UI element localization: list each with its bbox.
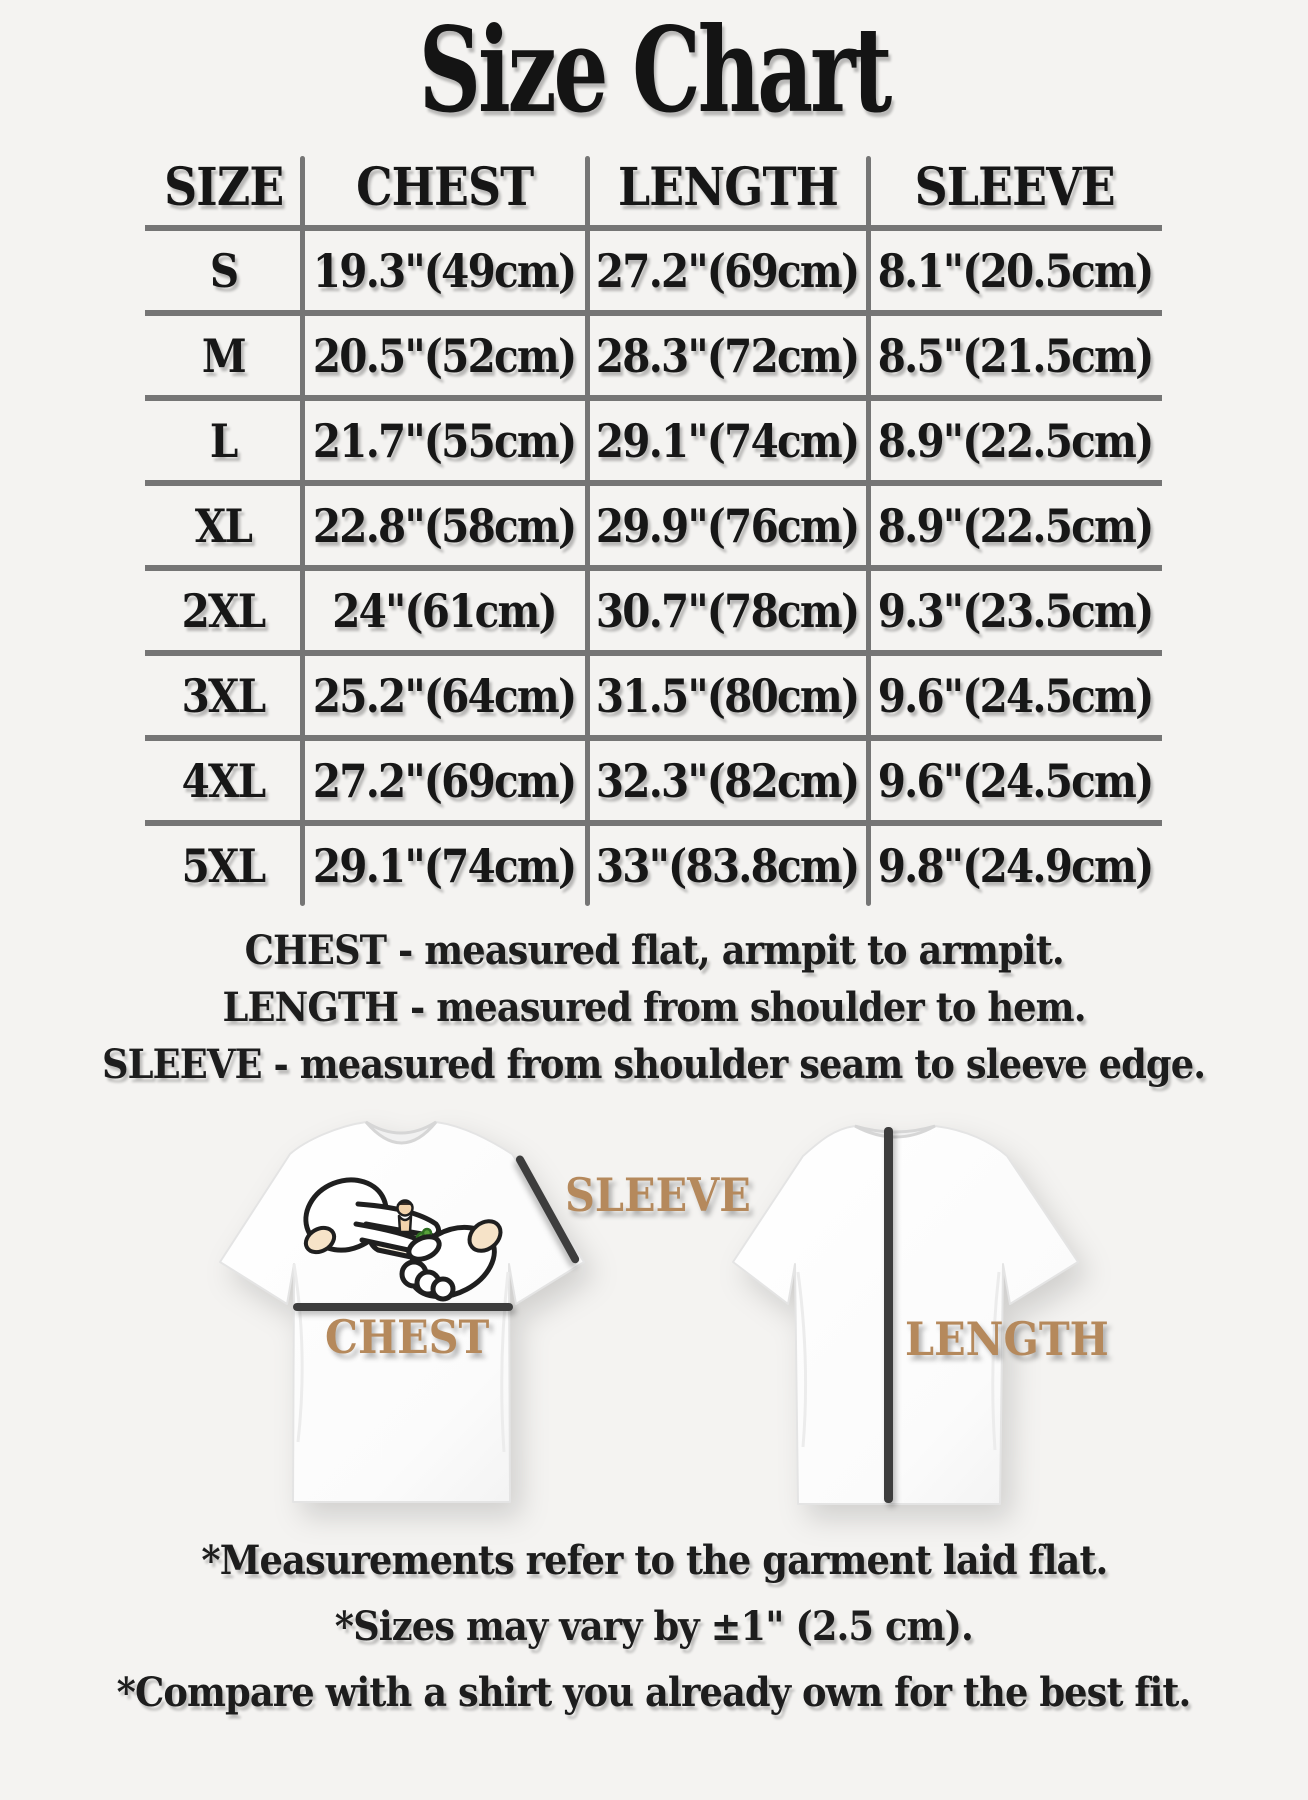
cell-sleeve: 8.9"(22.5cm) [877, 498, 1153, 553]
note-chest: CHEST - measured flat, armpit to armpit. [244, 927, 1064, 974]
cell-sleeve: 9.3"(23.5cm) [877, 583, 1153, 638]
chest-label: CHEST [325, 1310, 490, 1364]
sleeve-label: SLEEVE [565, 1168, 751, 1222]
cell-size: XL [195, 498, 252, 553]
cell-chest: 22.8"(58cm) [313, 498, 576, 553]
tshirt-diagram [0, 1100, 1308, 1530]
column-divider [300, 156, 305, 906]
column-divider [866, 156, 871, 906]
footnotes [0, 1528, 1308, 1726]
note-length: LENGTH - measured from shoulder to hem. [222, 984, 1086, 1031]
cell-size: S [209, 243, 238, 298]
cell-length: 29.9"(76cm) [596, 498, 859, 553]
cell-size: M [201, 328, 246, 383]
cell-length: 30.7"(78cm) [596, 583, 859, 638]
cell-size: 4XL [182, 753, 265, 808]
length-measure-line [884, 1127, 893, 1503]
tshirt-back-image [715, 1112, 1095, 1510]
cell-sleeve: 8.1"(20.5cm) [877, 243, 1153, 298]
cell-length: 33"(83.8cm) [596, 839, 859, 893]
table-row [145, 486, 1162, 571]
cell-size: 3XL [182, 668, 265, 723]
table-row [145, 401, 1162, 486]
cell-sleeve: 8.9"(22.5cm) [877, 413, 1153, 468]
cell-size: 5XL [182, 839, 265, 893]
cell-sleeve: 9.8"(24.9cm) [877, 839, 1153, 893]
header-length: LENGTH [617, 157, 838, 218]
footnote-compare: *Compare with a shirt you already own for the best fit. [117, 1669, 1191, 1716]
footnote-flat: *Measurements refer to the garment laid flat. [200, 1537, 1108, 1584]
table-row [145, 316, 1162, 401]
header-sleeve: SLEEVE [914, 157, 1116, 218]
cell-chest: 19.3"(49cm) [313, 243, 576, 298]
cell-sleeve: 9.6"(24.5cm) [877, 668, 1153, 723]
cell-chest: 25.2"(64cm) [313, 668, 576, 723]
cell-length: 32.3"(82cm) [596, 753, 859, 808]
page-title-text: Size Chart [418, 2, 890, 140]
size-table-header-row [145, 150, 1162, 231]
cell-length: 31.5"(80cm) [596, 668, 859, 723]
header-size: SIZE [163, 157, 284, 218]
column-divider [585, 156, 590, 906]
cell-size: 2XL [182, 583, 265, 638]
page-title [0, 2, 1308, 140]
cell-sleeve: 9.6"(24.5cm) [877, 753, 1153, 808]
cell-length: 27.2"(69cm) [596, 243, 859, 298]
cell-chest: 20.5"(52cm) [313, 328, 576, 383]
size-table-body [145, 231, 1162, 906]
table-row [145, 656, 1162, 741]
table-row [145, 231, 1162, 316]
cell-size: L [210, 413, 237, 468]
measurement-notes [0, 922, 1308, 1093]
cell-chest: 29.1"(74cm) [313, 839, 576, 893]
cell-chest: 24"(61cm) [332, 583, 557, 638]
note-sleeve: SLEEVE - measured from shoulder seam to sleeve edge. [102, 1041, 1206, 1088]
table-row [145, 571, 1162, 656]
cell-length: 29.1"(74cm) [596, 413, 859, 468]
table-row [145, 741, 1162, 826]
cell-chest: 21.7"(55cm) [313, 413, 576, 468]
header-chest: CHEST [355, 157, 534, 218]
cell-sleeve: 8.5"(21.5cm) [877, 328, 1153, 383]
size-table [145, 150, 1162, 912]
footnote-variance: *Sizes may vary by ±1" (2.5 cm). [334, 1603, 974, 1650]
cell-length: 28.3"(72cm) [596, 328, 859, 383]
cell-chest: 27.2"(69cm) [313, 753, 576, 808]
length-label: LENGTH [905, 1312, 1109, 1366]
table-row [145, 826, 1162, 906]
